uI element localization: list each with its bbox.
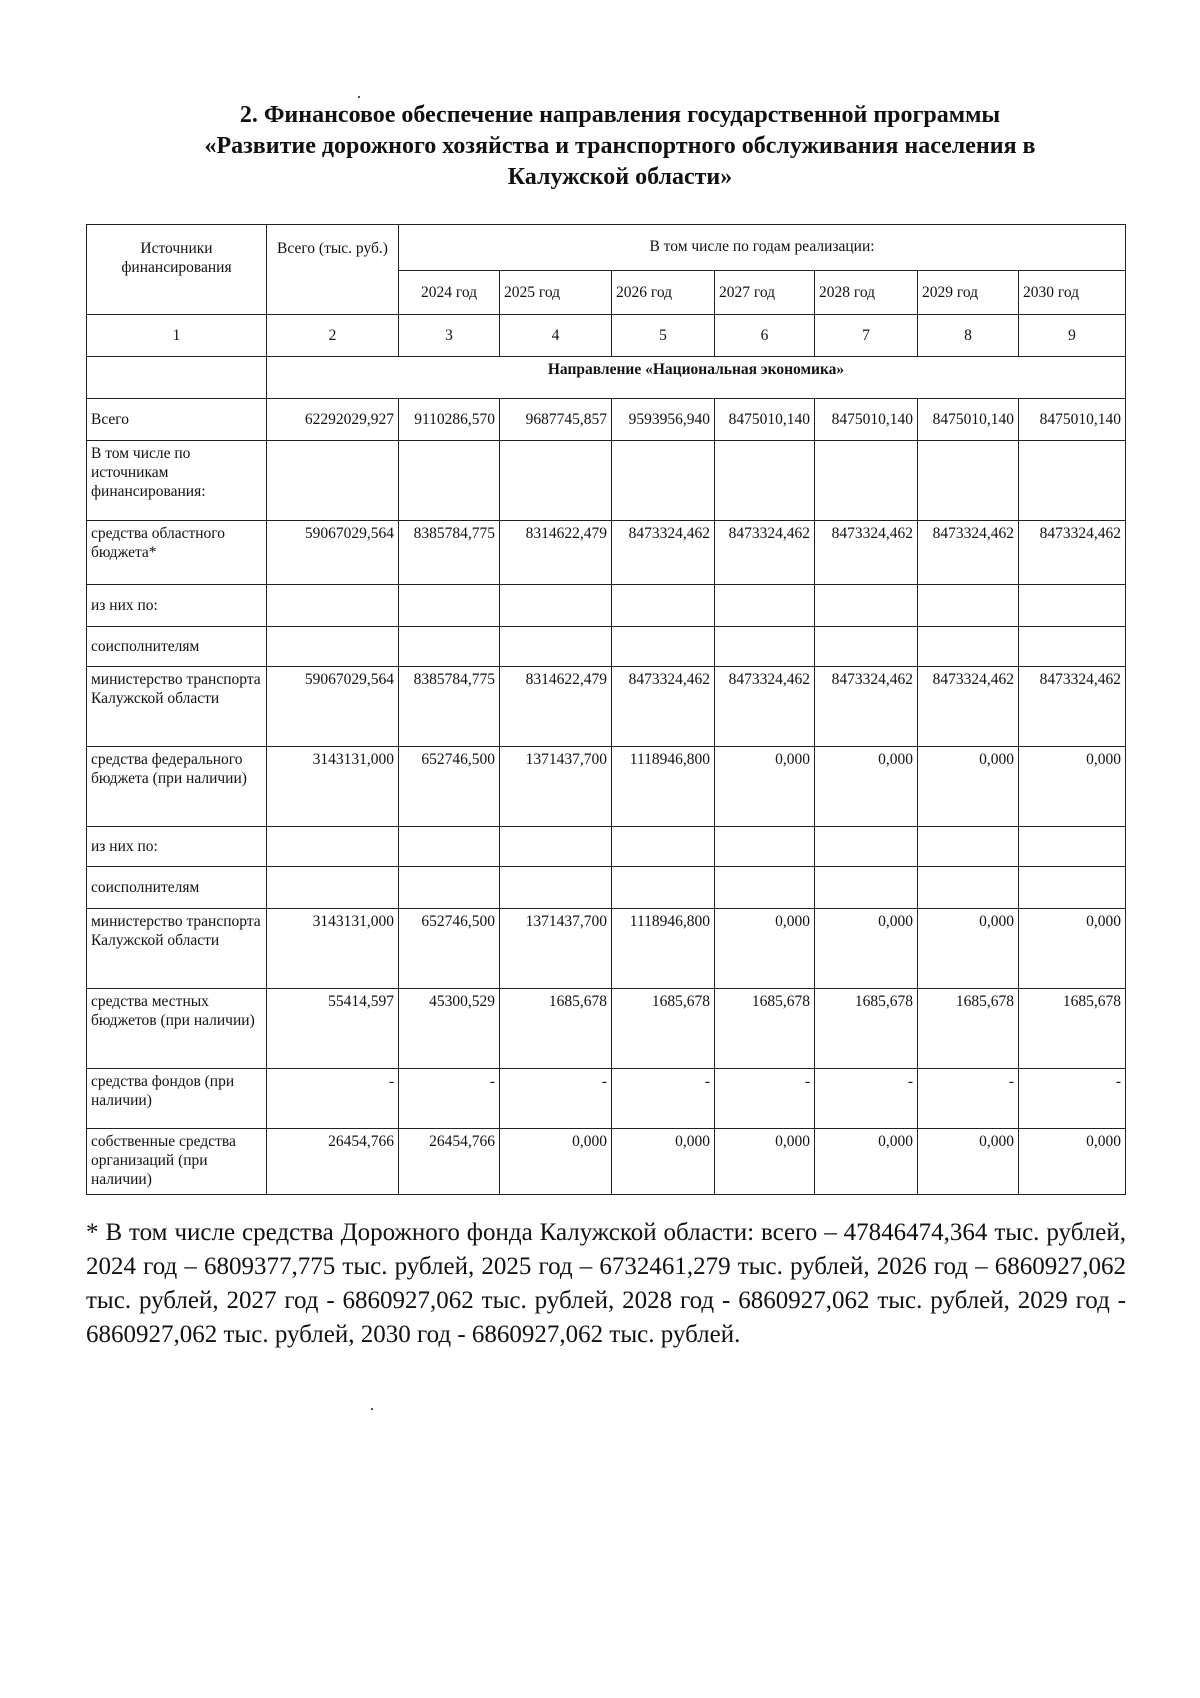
row-value: 1685,678	[500, 989, 612, 1069]
row-value: -	[500, 1069, 612, 1129]
row-value: 26454,766	[399, 1129, 500, 1195]
row-value	[500, 827, 612, 867]
row-value	[612, 585, 715, 627]
row-value: 8473324,462	[918, 667, 1019, 747]
row-value	[918, 627, 1019, 667]
header-total: Всего (тыс. руб.)	[267, 225, 399, 315]
table-row	[87, 521, 1126, 585]
row-value	[267, 867, 399, 909]
row-label: собственные средства организаций (при наличии)	[87, 1129, 267, 1195]
row-value	[612, 827, 715, 867]
row-value: 0,000	[918, 909, 1019, 989]
title-line-2: «Развитие дорожного хозяйства и транспортного обслуживания населения в	[204, 133, 1036, 159]
scan-speck	[358, 96, 360, 98]
col-number: 8	[918, 315, 1019, 357]
row-value: 0,000	[1019, 909, 1126, 989]
row-value: 1685,678	[918, 989, 1019, 1069]
row-value: 8473324,462	[815, 521, 918, 585]
row-value: 9593956,940	[612, 399, 715, 441]
row-value	[500, 585, 612, 627]
row-value: -	[918, 1069, 1019, 1129]
table-row	[87, 1129, 1126, 1195]
row-value: 59067029,564	[267, 667, 399, 747]
row-value: 55414,597	[267, 989, 399, 1069]
row-value	[715, 867, 815, 909]
row-value: 8385784,775	[399, 521, 500, 585]
row-value: 9687745,857	[500, 399, 612, 441]
table-row	[87, 399, 1126, 441]
row-value	[815, 585, 918, 627]
row-value	[815, 441, 918, 521]
row-value	[715, 585, 815, 627]
row-value	[267, 441, 399, 521]
row-label: средства областного бюджета*	[87, 521, 267, 585]
table-row	[87, 909, 1126, 989]
header-source: Источники финансирования	[87, 225, 267, 315]
row-value	[500, 627, 612, 667]
row-value: 45300,529	[399, 989, 500, 1069]
row-value	[815, 867, 918, 909]
row-value: 1371437,700	[500, 909, 612, 989]
row-value	[612, 867, 715, 909]
col-number: 9	[1019, 315, 1126, 357]
row-value: 1685,678	[815, 989, 918, 1069]
row-value: -	[399, 1069, 500, 1129]
row-label: из них по:	[87, 585, 267, 627]
row-value: 0,000	[918, 1129, 1019, 1195]
row-value: 8473324,462	[715, 667, 815, 747]
row-value: 8473324,462	[612, 667, 715, 747]
row-value	[500, 867, 612, 909]
row-value	[399, 441, 500, 521]
row-value: 8475010,140	[715, 399, 815, 441]
row-value	[267, 827, 399, 867]
section-title: Направление «Национальная экономика»	[267, 357, 1126, 399]
row-value: -	[815, 1069, 918, 1129]
row-label: министерство транспорта Калужской области	[87, 909, 267, 989]
row-label: В том числе по источникам финансирования:	[87, 441, 267, 521]
row-value: 0,000	[918, 747, 1019, 827]
col-number: 7	[815, 315, 918, 357]
row-value: 8314622,479	[500, 521, 612, 585]
row-value	[399, 827, 500, 867]
row-value: 26454,766	[267, 1129, 399, 1195]
row-value	[918, 441, 1019, 521]
row-value: 8473324,462	[1019, 667, 1126, 747]
row-value: 0,000	[1019, 1129, 1126, 1195]
row-label: министерство транспорта Калужской области	[87, 667, 267, 747]
table-row	[87, 989, 1126, 1069]
header-year-2024: 2024 год	[399, 271, 500, 315]
table-row	[87, 667, 1126, 747]
row-value: 8473324,462	[815, 667, 918, 747]
row-value: 1371437,700	[500, 747, 612, 827]
table-row	[87, 627, 1126, 667]
row-value: 1118946,800	[612, 909, 715, 989]
row-value	[918, 827, 1019, 867]
col-number: 2	[267, 315, 399, 357]
row-value: 8473324,462	[612, 521, 715, 585]
row-value	[267, 585, 399, 627]
row-label: из них по:	[87, 827, 267, 867]
col-number: 6	[715, 315, 815, 357]
table-row	[87, 441, 1126, 521]
row-value: 8473324,462	[1019, 521, 1126, 585]
scan-speck	[371, 1408, 373, 1410]
row-label: соисполнителям	[87, 627, 267, 667]
row-value: -	[715, 1069, 815, 1129]
row-value	[815, 627, 918, 667]
row-value: 8473324,462	[715, 521, 815, 585]
row-value	[500, 441, 612, 521]
row-value: 652746,500	[399, 909, 500, 989]
row-value: 1685,678	[715, 989, 815, 1069]
title-line-3: Калужской области»	[507, 164, 733, 190]
row-value	[715, 827, 815, 867]
row-value	[815, 827, 918, 867]
row-value: 62292029,927	[267, 399, 399, 441]
row-value: 0,000	[815, 1129, 918, 1195]
col-number: 5	[612, 315, 715, 357]
document-title	[100, 100, 1140, 193]
header-year-2029: 2029 год	[918, 271, 1019, 315]
row-value: 8314622,479	[500, 667, 612, 747]
row-value	[918, 867, 1019, 909]
row-label: средства фондов (при наличии)	[87, 1069, 267, 1129]
row-value: 0,000	[715, 747, 815, 827]
row-value: 1685,678	[612, 989, 715, 1069]
header-year-2026: 2026 год	[612, 271, 715, 315]
table-row	[87, 747, 1126, 827]
row-label: средства местных бюджетов (при наличии)	[87, 989, 267, 1069]
table-row	[87, 585, 1126, 627]
title-line-1: 2. Финансовое обеспечение направления государственной программы	[239, 102, 1001, 128]
row-value: 0,000	[500, 1129, 612, 1195]
header-year-2025: 2025 год	[500, 271, 612, 315]
row-value	[267, 627, 399, 667]
row-value: 1685,678	[1019, 989, 1126, 1069]
col-number: 3	[399, 315, 500, 357]
header-year-2028: 2028 год	[815, 271, 918, 315]
header-year-2030: 2030 год	[1019, 271, 1126, 315]
row-value: 3143131,000	[267, 909, 399, 989]
row-value	[612, 441, 715, 521]
financing-table	[86, 224, 1126, 1195]
row-label: средства федерального бюджета (при наличии)	[87, 747, 267, 827]
col-number: 4	[500, 315, 612, 357]
col-number: 1	[87, 315, 267, 357]
row-value	[399, 585, 500, 627]
row-value: -	[267, 1069, 399, 1129]
row-value: 8475010,140	[1019, 399, 1126, 441]
table-row	[87, 827, 1126, 867]
row-value	[715, 441, 815, 521]
row-value: 8475010,140	[815, 399, 918, 441]
header-years-group: В том числе по годам реализации:	[399, 225, 1126, 271]
header-year-2027: 2027 год	[715, 271, 815, 315]
row-value: 9110286,570	[399, 399, 500, 441]
row-value	[399, 627, 500, 667]
row-value: -	[612, 1069, 715, 1129]
row-value: 0,000	[815, 747, 918, 827]
row-value: 3143131,000	[267, 747, 399, 827]
table-row	[87, 1069, 1126, 1129]
row-value	[918, 585, 1019, 627]
row-value: 0,000	[715, 1129, 815, 1195]
row-value: -	[1019, 1069, 1126, 1129]
table-row	[87, 867, 1126, 909]
row-value	[399, 867, 500, 909]
footnote: * В том числе средства Дорожного фонда Калужской области: всего – 47846474,364 тыс. рублей, 2024 год – 6809377,775 тыс. рублей, 2025 год – 6732461,279 тыс. рублей, 2026 год – 6860927,062 тыс. рублей, 2027 год - 6860927,062 тыс. рублей, 2028 год - 6860927,062 тыс. рублей, 2029 год - 6860927,062 тыс. рублей, 2030 год - 6860927,062 тыс. рублей.	[86, 1219, 1126, 1348]
row-value: 652746,500	[399, 747, 500, 827]
row-value	[1019, 585, 1126, 627]
row-value	[715, 627, 815, 667]
row-value: 8475010,140	[918, 399, 1019, 441]
row-value	[612, 627, 715, 667]
row-label: Всего	[87, 399, 267, 441]
row-value	[1019, 441, 1126, 521]
row-value: 0,000	[815, 909, 918, 989]
row-value	[1019, 627, 1126, 667]
row-value: 0,000	[715, 909, 815, 989]
section-empty-cell	[87, 357, 267, 399]
row-value: 8385784,775	[399, 667, 500, 747]
row-value: 0,000	[612, 1129, 715, 1195]
row-value: 1118946,800	[612, 747, 715, 827]
row-value	[1019, 867, 1126, 909]
row-value	[1019, 827, 1126, 867]
row-value: 59067029,564	[267, 521, 399, 585]
row-label: соисполнителям	[87, 867, 267, 909]
row-value: 8473324,462	[918, 521, 1019, 585]
row-value: 0,000	[1019, 747, 1126, 827]
